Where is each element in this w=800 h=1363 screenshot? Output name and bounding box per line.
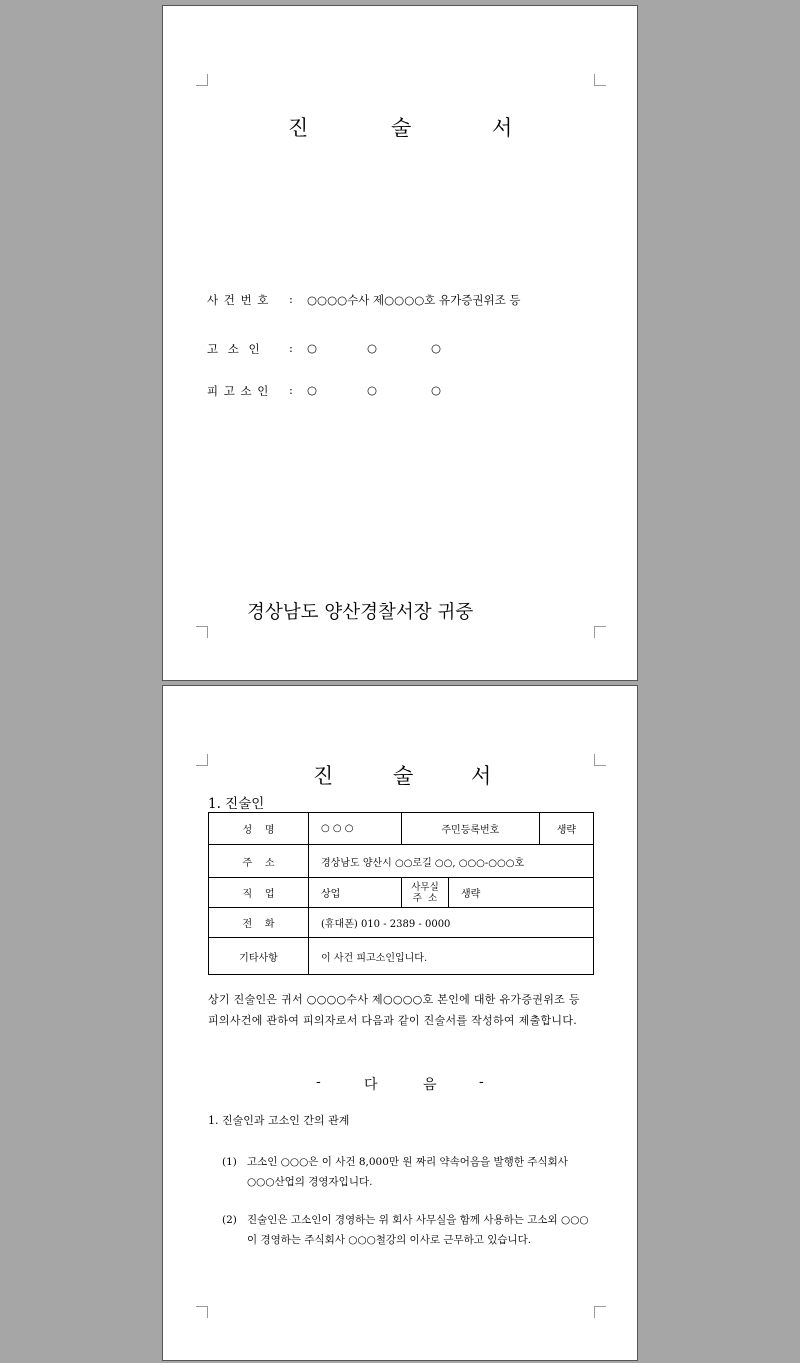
next-heading-char: 다 bbox=[364, 1077, 378, 1093]
colon: : bbox=[289, 341, 293, 355]
item-number: (1) bbox=[222, 1156, 237, 1168]
table-row bbox=[209, 908, 594, 938]
title-char: 진 bbox=[313, 764, 334, 788]
corner-mark bbox=[196, 1306, 208, 1318]
statement-page bbox=[162, 685, 638, 1361]
complainant-mark: ○ bbox=[367, 341, 378, 355]
accused-label: 피 고 소 인 bbox=[207, 384, 269, 398]
job-label: 직 업 bbox=[209, 878, 309, 908]
misc-label: 기타사항 bbox=[209, 938, 309, 975]
intro-paragraph: 상기 진술인은 귀서 ○○○○수사 제○○○○호 본인에 대한 유가증권위조 등 피의사건에 관하여 피의자로서 다음과 같이 진술서를 작성하여 제출합니다. bbox=[208, 993, 580, 1027]
next-heading bbox=[163, 1074, 637, 1094]
statement-title bbox=[163, 760, 637, 790]
name-value: ○ ○ ○ bbox=[309, 813, 402, 845]
title-char: 진 bbox=[288, 116, 309, 140]
cover-page bbox=[162, 5, 638, 681]
address-label: 주 소 bbox=[209, 845, 309, 878]
table-row bbox=[209, 878, 594, 908]
corner-mark bbox=[594, 74, 606, 86]
rrn-value: 생략 bbox=[539, 813, 593, 845]
case-number-label: 사 건 번 호 bbox=[207, 293, 269, 307]
title-char: 서 bbox=[471, 764, 492, 788]
sub-heading: 1. 진술인과 고소인 간의 관계 bbox=[208, 1114, 350, 1127]
title-char: 서 bbox=[492, 116, 513, 140]
cover-title bbox=[163, 112, 637, 142]
complainant-label: 고 소 인 bbox=[207, 342, 260, 356]
office-address-value: 생략 bbox=[449, 878, 594, 908]
colon: : bbox=[289, 292, 293, 306]
complainant-mark: ○ bbox=[431, 341, 442, 355]
dash: - bbox=[479, 1074, 484, 1090]
corner-mark bbox=[196, 626, 208, 638]
table-row bbox=[209, 845, 594, 878]
dash: - bbox=[316, 1074, 321, 1090]
police-office-addressee: 경상남도 양산경찰서장 귀중 bbox=[247, 602, 474, 623]
next-heading-char: 음 bbox=[423, 1077, 437, 1093]
corner-mark bbox=[594, 626, 606, 638]
misc-value: 이 사건 피고소인입니다. bbox=[309, 938, 594, 975]
phone-label: 전 화 bbox=[209, 908, 309, 938]
table-row bbox=[209, 813, 594, 845]
office-address-label-line: 주 소 bbox=[412, 892, 438, 904]
complainant-mark: ○ bbox=[307, 341, 318, 355]
colon: : bbox=[289, 383, 293, 397]
title-char: 술 bbox=[393, 764, 414, 788]
item-text: 진술인은 고소인이 경영하는 위 회사 사무실을 함께 사용하는 고소외 ○○○이 경영하는 주식회사 ○○○철강의 이사로 근무하고 있습니다. bbox=[247, 1214, 589, 1246]
item-text: 고소인 ○○○은 이 사건 8,000만 원 짜리 약속어음을 발행한 주식회사 ○○○산업의 경영자입니다. bbox=[247, 1156, 568, 1188]
case-number-value: ○○○○수사 제○○○○호 유가증권위조 등 bbox=[307, 293, 521, 307]
title-char: 술 bbox=[391, 116, 412, 140]
corner-mark bbox=[196, 74, 208, 86]
section-heading: 1. 진술인 bbox=[208, 796, 265, 812]
name-label: 성 명 bbox=[209, 813, 309, 845]
list-item bbox=[222, 1210, 595, 1250]
accused-mark: ○ bbox=[307, 383, 318, 397]
accused-mark: ○ bbox=[367, 383, 378, 397]
office-address-label-line: 사무실 bbox=[411, 881, 439, 893]
statement-info-table bbox=[208, 812, 594, 975]
accused-mark: ○ bbox=[431, 383, 442, 397]
table-row bbox=[209, 938, 594, 975]
office-address-label bbox=[402, 878, 449, 908]
rrn-label: 주민등록번호 bbox=[402, 813, 540, 845]
phone-value: (휴대폰) 010 - 2389 - 0000 bbox=[309, 908, 594, 938]
job-value: 상업 bbox=[309, 878, 402, 908]
corner-mark bbox=[594, 1306, 606, 1318]
item-number: (2) bbox=[222, 1214, 237, 1226]
address-value: 경상남도 양산시 ○○로길 ○○, ○○○-○○○호 bbox=[309, 845, 594, 878]
list-item bbox=[222, 1152, 595, 1192]
